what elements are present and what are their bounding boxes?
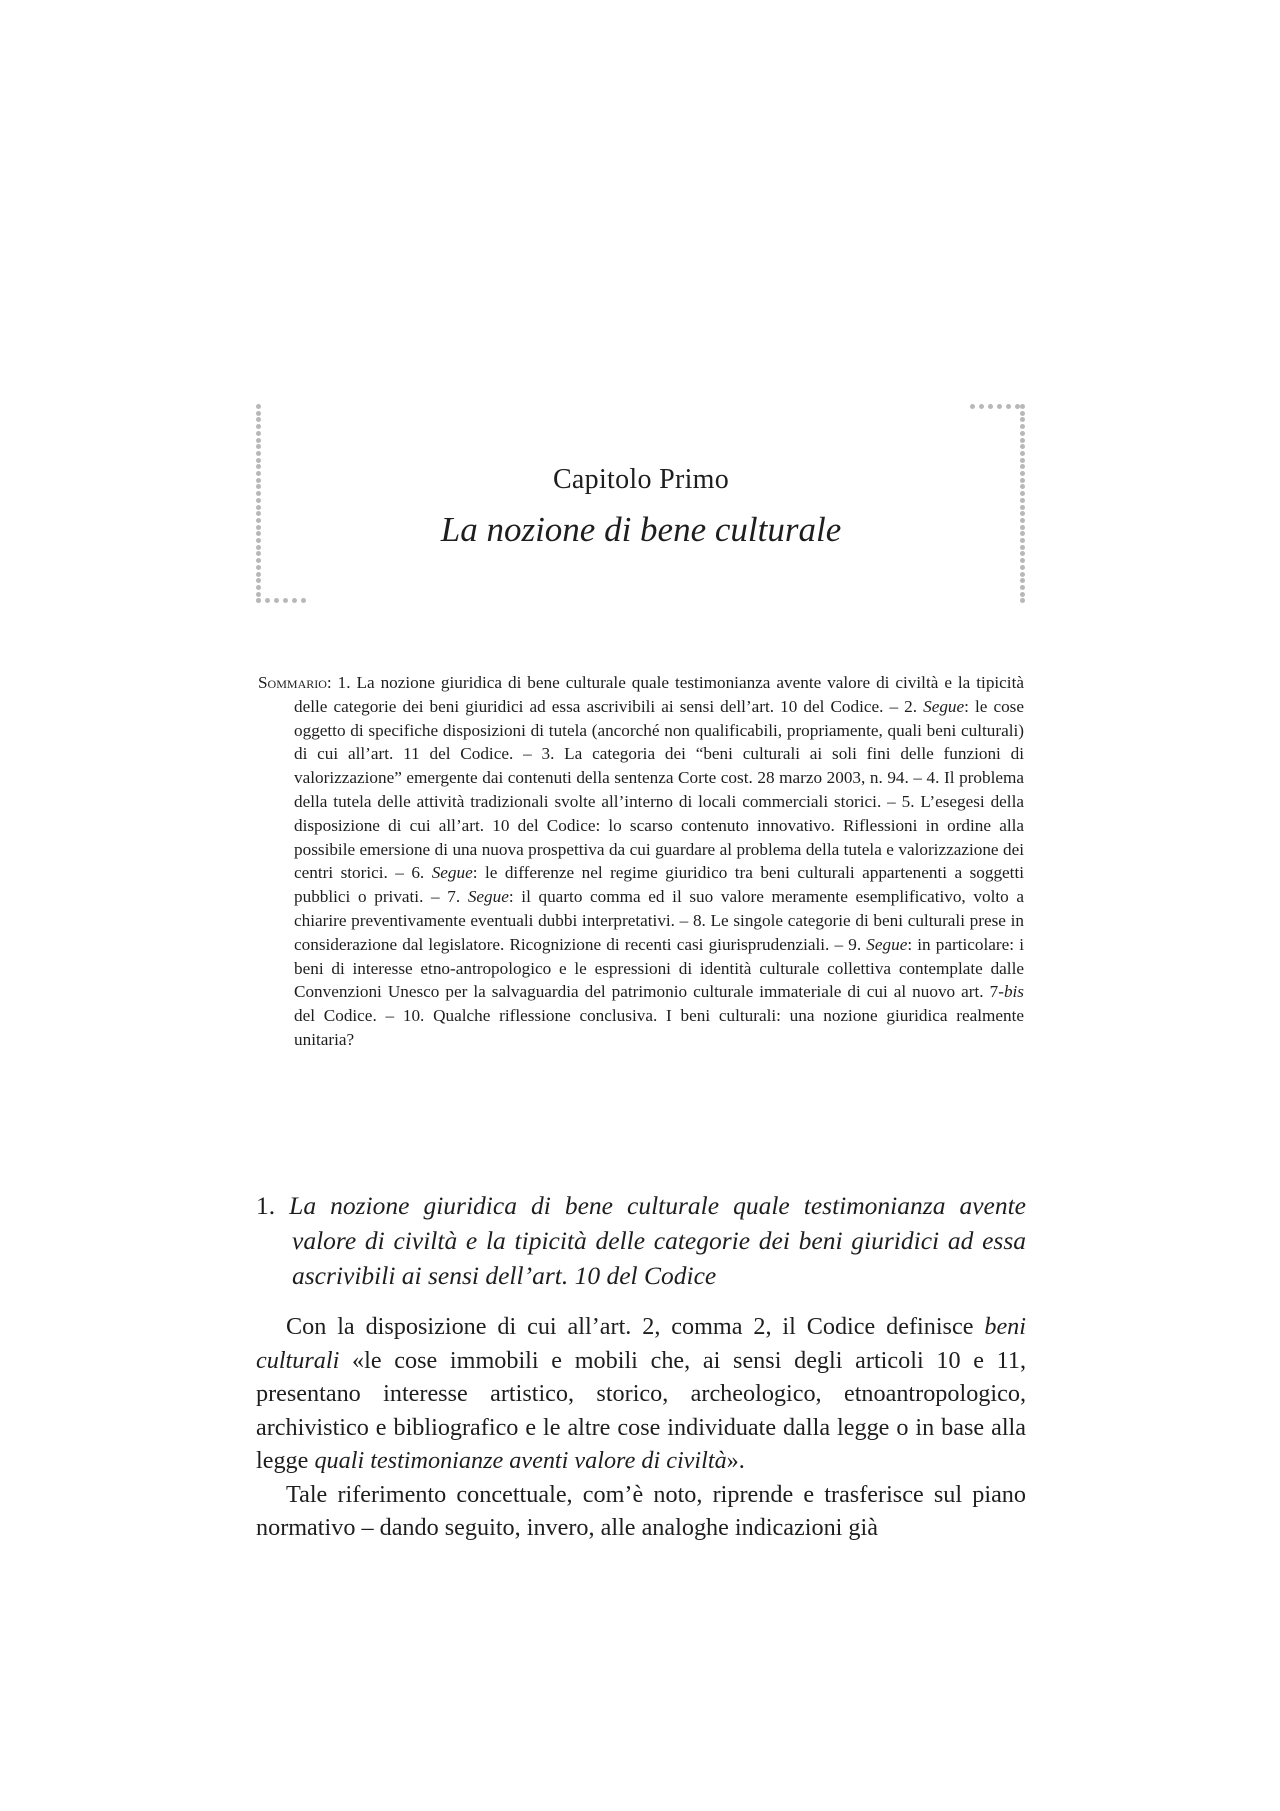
summary-bis: bis	[1003, 982, 1024, 1002]
frame-dot	[1020, 424, 1025, 429]
section-title: La nozione giuridica di bene culturale quale testimonianza avente valore di civiltà e la tipicità delle categorie dei beni giuridici ad essa ascrivibili ai sensi dell’art. 10 del Codice	[289, 1191, 1027, 1290]
frame-dot	[256, 558, 261, 563]
frame-dot	[1006, 404, 1011, 409]
chapter-label: Capitolo Primo	[552, 464, 730, 495]
summary-text: : le differenze nel regime giuridico tra beni culturali appartenenti a soggetti pubblici o privati. – 7.	[294, 863, 1024, 907]
summary-lead: Sommario	[258, 673, 327, 692]
paragraph-text: ».	[726, 1447, 745, 1474]
summary-text: : il quarto comma ed il suo valore meramente esemplificativo, volto a chiarire preventivamente eventuali dubbi interpretativi. – 8. Le singole categorie di beni culturali prese in considerazione dal legislatore. Ricognizione di recenti casi giurisprudenziali. – 9.	[294, 887, 1024, 954]
frame-dot	[1020, 592, 1025, 597]
chapter-heading	[256, 462, 1026, 552]
frame-dot	[256, 424, 261, 429]
frame-top-right-dots	[970, 404, 1026, 410]
frame-dot	[1020, 451, 1025, 456]
frame-dot	[256, 417, 261, 422]
frame-dot	[1020, 551, 1025, 556]
frame-dot	[256, 578, 261, 583]
frame-dot	[256, 411, 261, 416]
body-text	[256, 1310, 1026, 1545]
frame-dot	[256, 404, 261, 409]
frame-dot	[256, 592, 261, 597]
frame-dot	[256, 451, 261, 456]
frame-dot	[256, 565, 261, 570]
summary-segue: Segue	[467, 887, 509, 907]
frame-dot	[265, 598, 270, 603]
frame-dot	[988, 404, 993, 409]
frame-dot	[1020, 585, 1025, 590]
summary-text: del Codice. – 10. Qualche riflessione conclusiva. I beni culturali: una nozione giuridica realmente unitaria?	[294, 1006, 1024, 1049]
summary-segue: Segue	[431, 863, 473, 883]
paragraph-text: Con la disposizione di cui all’art. 2, comma 2, il Codice definisce	[286, 1313, 985, 1340]
summary-text: : 1. La nozione giuridica di bene culturale quale testimonianza avente valore di civiltà e la tipicità delle categorie dei beni giuridici ad essa ascrivibili ai sensi dell’art. 10 del Codice. – 2.	[294, 673, 1024, 716]
frame-dot	[1015, 404, 1020, 409]
frame-dot	[1020, 411, 1025, 416]
frame-dot	[256, 572, 261, 577]
paragraph-emphasis: beni culturali	[256, 1313, 1026, 1374]
paragraph-emphasis: quali testimonianze aventi valore di civiltà	[314, 1447, 727, 1474]
frame-dot	[256, 431, 261, 436]
frame-dot	[1020, 444, 1025, 449]
frame-dot	[979, 404, 984, 409]
paragraph-1	[256, 1310, 1026, 1478]
frame-dot	[256, 585, 261, 590]
frame-dot	[1020, 417, 1025, 422]
frame-dot	[301, 598, 306, 603]
frame-dot	[283, 598, 288, 603]
summary-segue: Segue	[866, 934, 908, 954]
frame-bottom-left-dots	[256, 598, 312, 604]
frame-dot	[274, 598, 279, 603]
frame-dot	[256, 444, 261, 449]
frame-dot	[1020, 558, 1025, 563]
paragraph-2: Tale riferimento concettuale, com’è noto, riprende e trasferisce sul piano normativo – dando seguito, invero, alle analoghe indicazioni già	[256, 1480, 1026, 1541]
frame-dot	[256, 598, 261, 603]
section-number: 1.	[256, 1191, 276, 1220]
frame-dot	[292, 598, 297, 603]
summary-text: : le cose oggetto di specifiche disposizioni di tutela (ancorché non qualificabili, propriamente, quali beni culturali) di cui all’art. 11 del Codice. – 3. La categoria dei “beni culturali ai soli fini delle funzioni di valorizzazione” emergente dai contenuti della sentenza Corte cost. 28 marzo 2003, n. 94. – 4. Il problema della tutela delle attività tradizionali svolte all’interno di locali commerciali storici. – 5. L’esegesi della disposizione di cui all’art. 10 del Codice: lo scarso contenuto innovativo. Riflessioni in ordine alla possibile emersione di una nuova prospettiva da cui guardare al problema della tutela e valorizzazione dei centri storici. – 6.	[294, 696, 1024, 883]
frame-dot	[997, 404, 1002, 409]
section-heading	[256, 1188, 1026, 1293]
frame-dot	[1020, 598, 1025, 603]
frame-dot	[1020, 565, 1025, 570]
frame-dot	[256, 438, 261, 443]
paragraph-text: «le cose immobili e mobili che, ai sensi degli articoli 10 e 11, presentano interesse artistico, storico, archeologico, etnoantropologico, archivistico e bibliografico e le altre cose individuate dalla legge o in base alla legge	[256, 1346, 1026, 1474]
chapter-summary	[258, 671, 1024, 1052]
chapter-title: La nozione di bene culturale	[440, 510, 842, 549]
summary-segue: Segue	[923, 696, 965, 716]
frame-dot	[1020, 578, 1025, 583]
summary-text: : in particolare: i beni di interesse etno-antropologico e le espressioni di identità culturale collettiva contemplate dalle Convenzioni Unesco per la salvaguardia del patrimonio culturale immateriale di cui al nuovo art. 7-	[294, 934, 1024, 1002]
frame-dot	[1020, 572, 1025, 577]
frame-dot	[1020, 438, 1025, 443]
frame-dot	[1020, 431, 1025, 436]
frame-dot	[970, 404, 975, 409]
frame-dot	[256, 551, 261, 556]
